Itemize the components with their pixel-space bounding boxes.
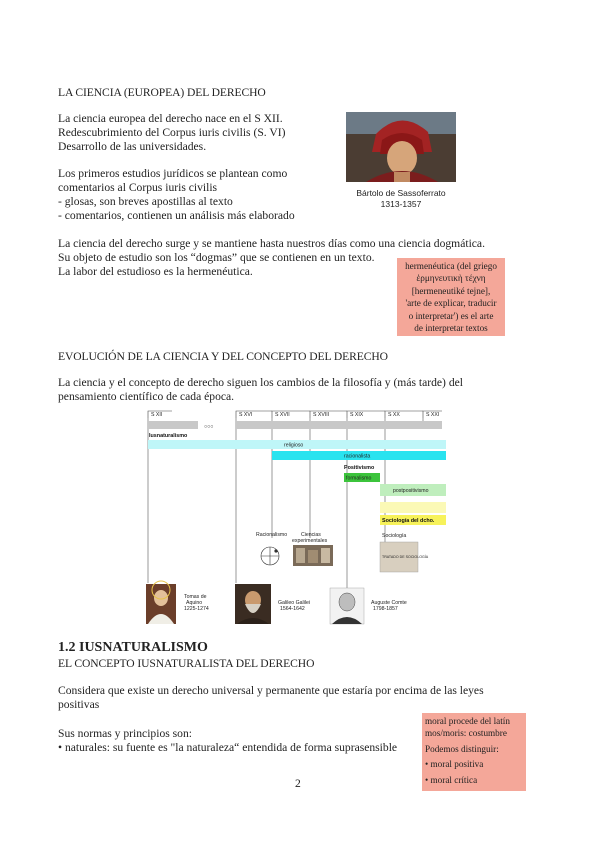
text-line: positivas <box>58 698 100 711</box>
comte-portrait <box>330 588 364 624</box>
bar-label-racionalista: racionalista <box>344 453 371 460</box>
label-racionalismo: Racionalismo <box>256 532 288 538</box>
text-line: La ciencia europea del derecho nace en el S XII. <box>58 112 283 125</box>
text-line: Desarrollo de las universidades. <box>58 140 207 153</box>
person-name: Tomas de <box>184 594 207 600</box>
caption-dates: 1313-1357 <box>380 198 422 209</box>
section-heading-evolucion: EVOLUCIÓN DE LA CIENCIA Y DEL CONCEPTO DEL DERECHO <box>58 350 388 363</box>
person-dates: 1225-1274 <box>184 606 209 612</box>
text-line: Considera que existe un derecho universal y permanente que estaría por encima de las leyes <box>58 684 484 697</box>
bar-label-iusnaturalismo: Iusnaturalismo <box>149 433 188 439</box>
century-label: S XVII <box>275 412 290 418</box>
bar-realismo <box>380 502 446 513</box>
text-line: Su objeto de estudio son los “dogmas” que se contienen en un texto. <box>58 251 375 264</box>
text-line: La labor del estudioso es la hermenéutica. <box>58 265 253 278</box>
label-experimentales: experimentales <box>292 538 328 544</box>
person-name: Galileo Galilei <box>278 600 311 606</box>
text-line: comentarios al Corpus iuris civilis <box>58 181 218 194</box>
portrait-caption <box>340 188 462 209</box>
label-ciencias: Ciencias <box>301 532 321 538</box>
geometry-figure-icon <box>261 547 279 565</box>
text-line: La ciencia y el concepto de derecho siguen los cambios de la filosofía y (más tarde) del <box>58 376 463 389</box>
subheading-concepto: EL CONCEPTO IUSNATURALISTA DEL DERECHO <box>58 657 315 670</box>
person-dates: 1798-1857 <box>373 606 398 612</box>
hermeneutica-note <box>397 258 505 336</box>
text-line: La ciencia del derecho surge y se mantiene hasta nuestros días como una ciencia dogmática. <box>58 237 485 250</box>
caption-name: Bártolo de Sassoferrato <box>356 188 446 198</box>
text-line: - glosas, son breves apostillas al texto <box>58 195 233 208</box>
text-line: • naturales: su fuente es "la naturaleza“ entendida de forma suprasensible <box>58 741 398 754</box>
timeline-diagram <box>142 408 448 626</box>
bar-label-postpositivismo: postpositivismo <box>393 488 429 494</box>
person-name: Aquino <box>186 600 203 606</box>
era-bar-right <box>236 421 442 429</box>
bar-label-religioso: religioso <box>284 442 304 449</box>
bar-label-positivismo: Positivismo <box>344 465 375 471</box>
century-label: S XX <box>388 412 400 418</box>
century-label: S XXI <box>426 412 440 418</box>
note-line: • moral crítica <box>425 774 478 785</box>
section-heading-iusnaturalismo: 1.2 IUSNATURALISMO <box>58 640 208 655</box>
era-bar-left <box>148 421 198 429</box>
century-ticks <box>148 411 442 418</box>
note-line: [hermeneutiké tejne], <box>411 285 491 296</box>
century-label: S XII <box>151 412 163 418</box>
bar-label-formalismo: formalismo <box>346 475 372 482</box>
bar-label-sociologia-small: Sociología <box>382 533 407 539</box>
note-line: moral procede del latín <box>425 716 510 726</box>
moral-note <box>422 713 526 791</box>
text-line: Sus normas y principios son: <box>58 727 192 740</box>
note-line: 'arte de explicar, traducir <box>405 298 497 309</box>
galileo-portrait <box>235 584 271 624</box>
person-dates: 1564-1642 <box>280 606 305 612</box>
note-line: • moral positiva <box>425 759 484 770</box>
note-line: Podemos distinguir: <box>425 743 499 754</box>
aquino-portrait <box>146 581 176 624</box>
text-line: Redescubrimiento del Corpus iuris civilis (S. VI) <box>58 126 286 139</box>
bar-label-sociologia: Sociología del dcho. <box>382 518 435 524</box>
century-label: S XIX <box>350 412 364 418</box>
note-line: de interpretar textos <box>414 323 488 334</box>
century-label: S XVI <box>239 412 253 418</box>
note-line: ἑρμηνευτικὴ τέχνη <box>416 273 486 284</box>
note-line: mos/moris: costumbre <box>425 728 507 739</box>
page-number: 2 <box>295 777 301 790</box>
note-line: o interpretar') es el arte <box>408 310 494 321</box>
century-label: S XVIII <box>313 412 330 418</box>
book-title: TRATADO DE SOCIOLOGÍA <box>382 555 429 559</box>
ellipsis-dots: ○○○ <box>204 424 214 430</box>
text-line: pensamiento científico de cada época. <box>58 390 235 403</box>
bartolo-portrait <box>346 112 456 182</box>
text-line: Los primeros estudios jurídicos se plantean como <box>58 167 288 180</box>
section-heading-ciencia: LA CIENCIA (EUROPEA) DEL DERECHO <box>58 86 266 99</box>
text-line: - comentarios, contienen un análisis más elaborado <box>58 209 295 222</box>
person-name: Auguste Comte <box>371 600 407 606</box>
note-line: hermenéutica (del griego <box>405 261 497 271</box>
